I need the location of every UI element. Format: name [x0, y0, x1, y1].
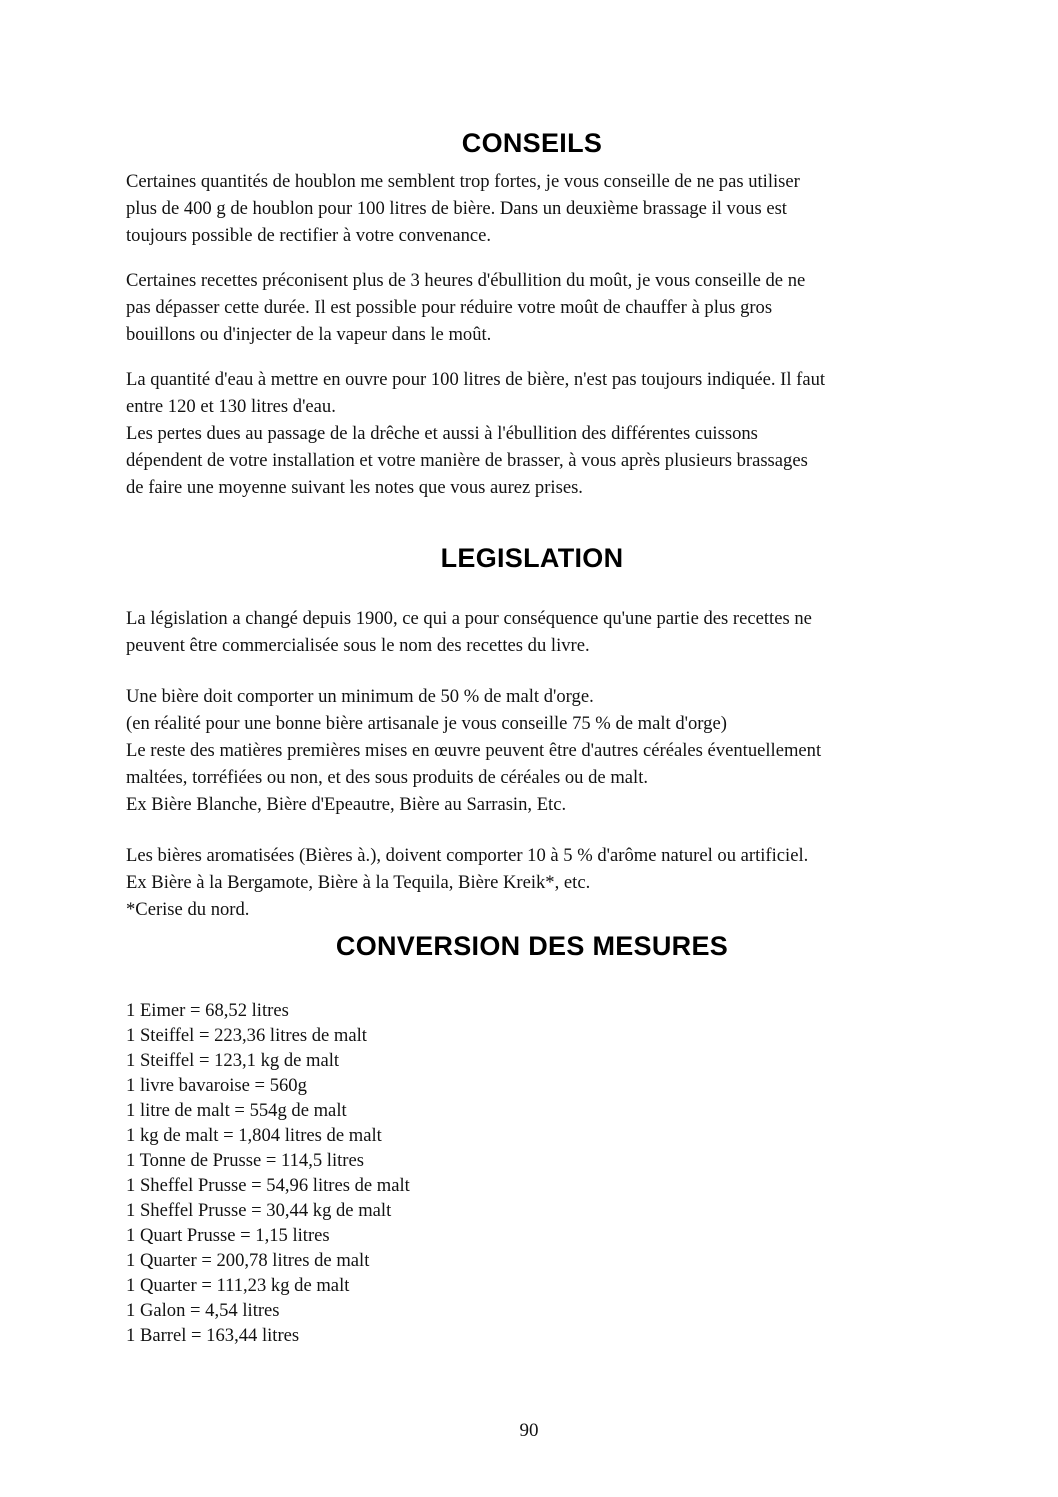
- text-line: *Cerise du nord.: [126, 899, 250, 920]
- page-number: 90: [519, 1420, 539, 1441]
- text-line: La quantité d'eau à mettre en ouvre pour 100 litres de bière, n'est pas toujours indiquée. Il faut: [126, 369, 826, 390]
- conversion-item: 1 Steiffel = 223,36 litres de malt: [126, 1025, 367, 1046]
- paragraph-pertes: [126, 420, 938, 501]
- section-heading-conversion: CONVERSION DES MESURES: [335, 931, 729, 961]
- conversion-item: 1 Quarter = 200,78 litres de malt: [126, 1250, 370, 1271]
- section-heading-legislation: LEGISLATION: [440, 543, 624, 573]
- paragraph-malt-orge: [126, 683, 938, 818]
- text-line: bouillons ou d'injecter de la vapeur dans le moût.: [126, 324, 492, 345]
- text-line: Les bières aromatisées (Bières à.), doivent comporter 10 à 5 % d'arôme naturel ou artificiel.: [126, 845, 809, 866]
- paragraph-bieres-aromatisees: [126, 842, 938, 923]
- text-line: entre 120 et 130 litres d'eau.: [126, 396, 336, 417]
- text-line: La législation a changé depuis 1900, ce qui a pour conséquence qu'une partie des recettes ne: [126, 608, 812, 629]
- conversion-item: 1 Sheffel Prusse = 54,96 litres de malt: [126, 1175, 410, 1196]
- text-line: Ex Bière Blanche, Bière d'Epeautre, Bière au Sarrasin, Etc.: [126, 794, 567, 815]
- conversion-item: 1 livre bavaroise = 560g: [126, 1075, 307, 1096]
- text-line: Ex Bière à la Bergamote, Bière à la Tequila, Bière Kreik*, etc.: [126, 872, 591, 893]
- conversion-item: 1 Galon = 4,54 litres: [126, 1300, 280, 1321]
- text-line: Le reste des matières premières mises en œuvre peuvent être d'autres céréales éventuellement: [126, 740, 822, 761]
- text-line: de faire une moyenne suivant les notes que vous aurez prises.: [126, 477, 583, 498]
- text-line: Une bière doit comporter un minimum de 50 % de malt d'orge.: [126, 686, 594, 707]
- text-line: peuvent être commercialisée sous le nom des recettes du livre.: [126, 635, 590, 656]
- conversion-item: 1 Tonne de Prusse = 114,5 litres: [126, 1150, 364, 1171]
- conversion-item: 1 Sheffel Prusse = 30,44 kg de malt: [126, 1200, 392, 1221]
- conversion-item: 1 Barrel = 163,44 litres: [126, 1325, 300, 1346]
- conversion-item: 1 litre de malt = 554g de malt: [126, 1100, 347, 1121]
- text-line: dépendent de votre installation et votre manière de brasser, à vous après plusieurs brassages: [126, 450, 808, 471]
- conversion-item: 1 kg de malt = 1,804 litres de malt: [126, 1125, 382, 1146]
- text-line: (en réalité pour une bonne bière artisanale je vous conseille 75 % de malt d'orge): [126, 713, 727, 734]
- paragraph-quantite-eau: [126, 366, 938, 420]
- conversion-item: 1 Quart Prusse = 1,15 litres: [126, 1225, 330, 1246]
- text-line: toujours possible de rectifier à votre convenance.: [126, 225, 492, 246]
- paragraph-legislation-1900: [126, 605, 938, 659]
- text-line: Certaines quantités de houblon me semblent trop fortes, je vous conseille de ne pas utiliser: [126, 171, 800, 192]
- conversion-item: 1 Quarter = 111,23 kg de malt: [126, 1275, 350, 1296]
- conversion-list: [126, 998, 938, 1348]
- paragraph-ebullition: [126, 267, 938, 348]
- text-line: Les pertes dues au passage de la drêche et aussi à l'ébullition des différentes cuissons: [126, 423, 758, 444]
- section-heading-conseils: CONSEILS: [461, 128, 603, 158]
- paragraph-houblon: [126, 168, 938, 249]
- conversion-item: 1 Steiffel = 123,1 kg de malt: [126, 1050, 340, 1071]
- text-line: maltées, torréfiées ou non, et des sous produits de céréales ou de malt.: [126, 767, 649, 788]
- conversion-item: 1 Eimer = 68,52 litres: [126, 1000, 289, 1021]
- text-line: plus de 400 g de houblon pour 100 litres de bière. Dans un deuxième brassage il vous est: [126, 198, 787, 219]
- text-line: pas dépasser cette durée. Il est possible pour réduire votre moût de chauffer à plus gros: [126, 297, 773, 318]
- text-line: Certaines recettes préconisent plus de 3 heures d'ébullition du moût, je vous conseille de ne: [126, 270, 806, 291]
